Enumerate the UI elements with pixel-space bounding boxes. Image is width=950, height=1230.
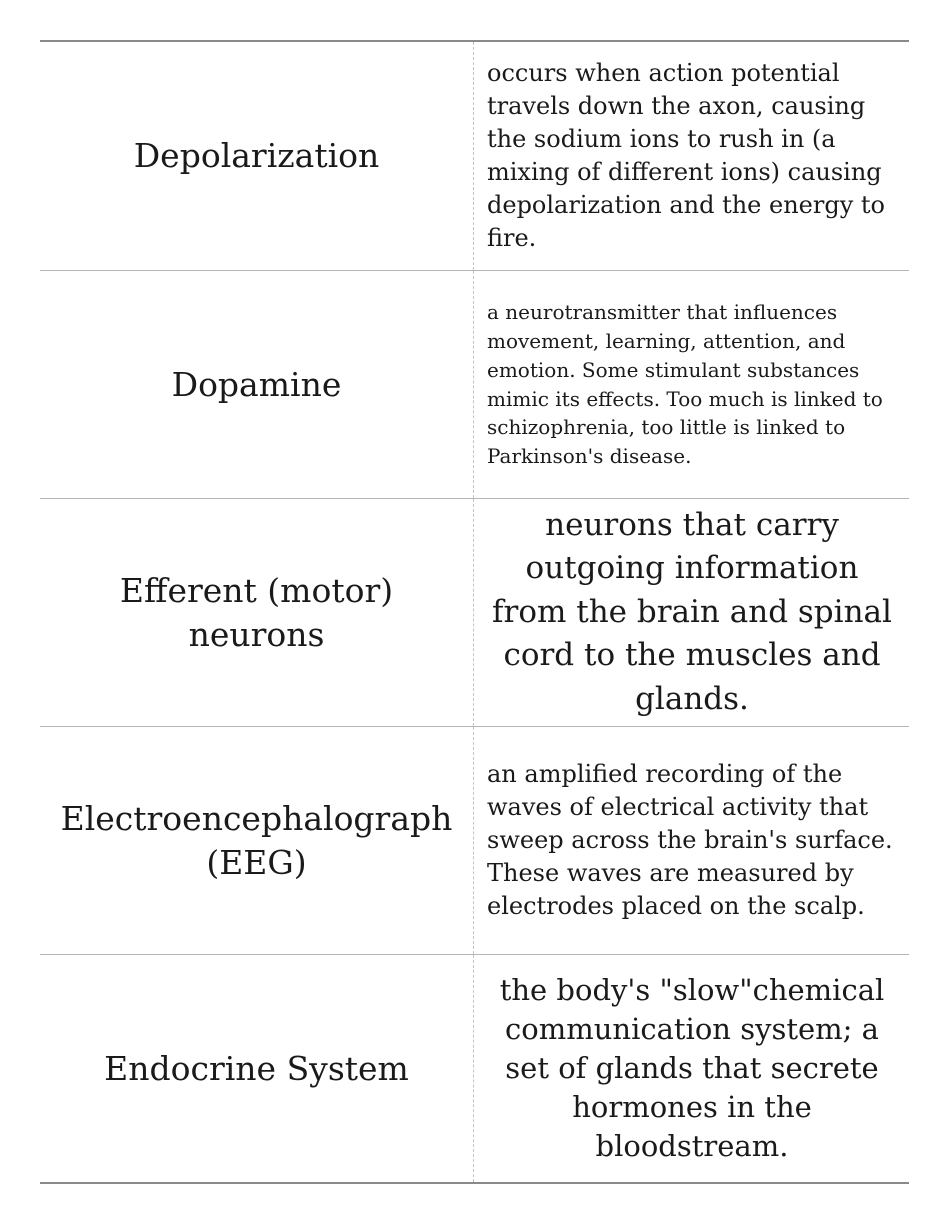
card-definition: occurs when action potential travels down the axon, causing the sodium ions to rush in (a mixing of different ions) causing depolarization and the energy to fire. [487, 58, 885, 253]
card-definition-cell [474, 955, 909, 1182]
flashcard-sheet [40, 40, 909, 1184]
card-definition-cell [474, 499, 909, 726]
card-definition: a neurotransmitter that influences movement, learning, attention, and emotion. Some stimulant substances mimic its effects. Too much is linked to schizophrenia, too little is linked to Parkinson's disease. [487, 300, 883, 469]
flashcard-row [40, 726, 909, 954]
card-term: Electroencephalograph (EEG) [40, 727, 474, 954]
flashcard-row [40, 42, 909, 270]
flashcard-row [40, 954, 909, 1182]
flashcard-row [40, 498, 909, 726]
card-term: Depolarization [40, 42, 474, 270]
card-definition: an amplified recording of the waves of electrical activity that sweep across the brain's surface. These waves are measured by electrodes placed on the scalp. [487, 759, 893, 921]
card-definition-cell [474, 42, 909, 270]
card-term: Endocrine System [40, 955, 474, 1182]
card-definition-cell [474, 727, 909, 954]
card-definition-cell [474, 271, 909, 498]
card-definition: neurons that carry outgoing information from the brain and spinal cord to the muscles and glands. [492, 507, 892, 717]
flashcard-row [40, 270, 909, 498]
card-definition: the body's "slow"chemical communication system; a set of glands that secrete hormones in the bloodstream. [499, 972, 885, 1164]
card-term: Dopamine [40, 271, 474, 498]
card-term: Efferent (motor) neurons [40, 499, 474, 726]
